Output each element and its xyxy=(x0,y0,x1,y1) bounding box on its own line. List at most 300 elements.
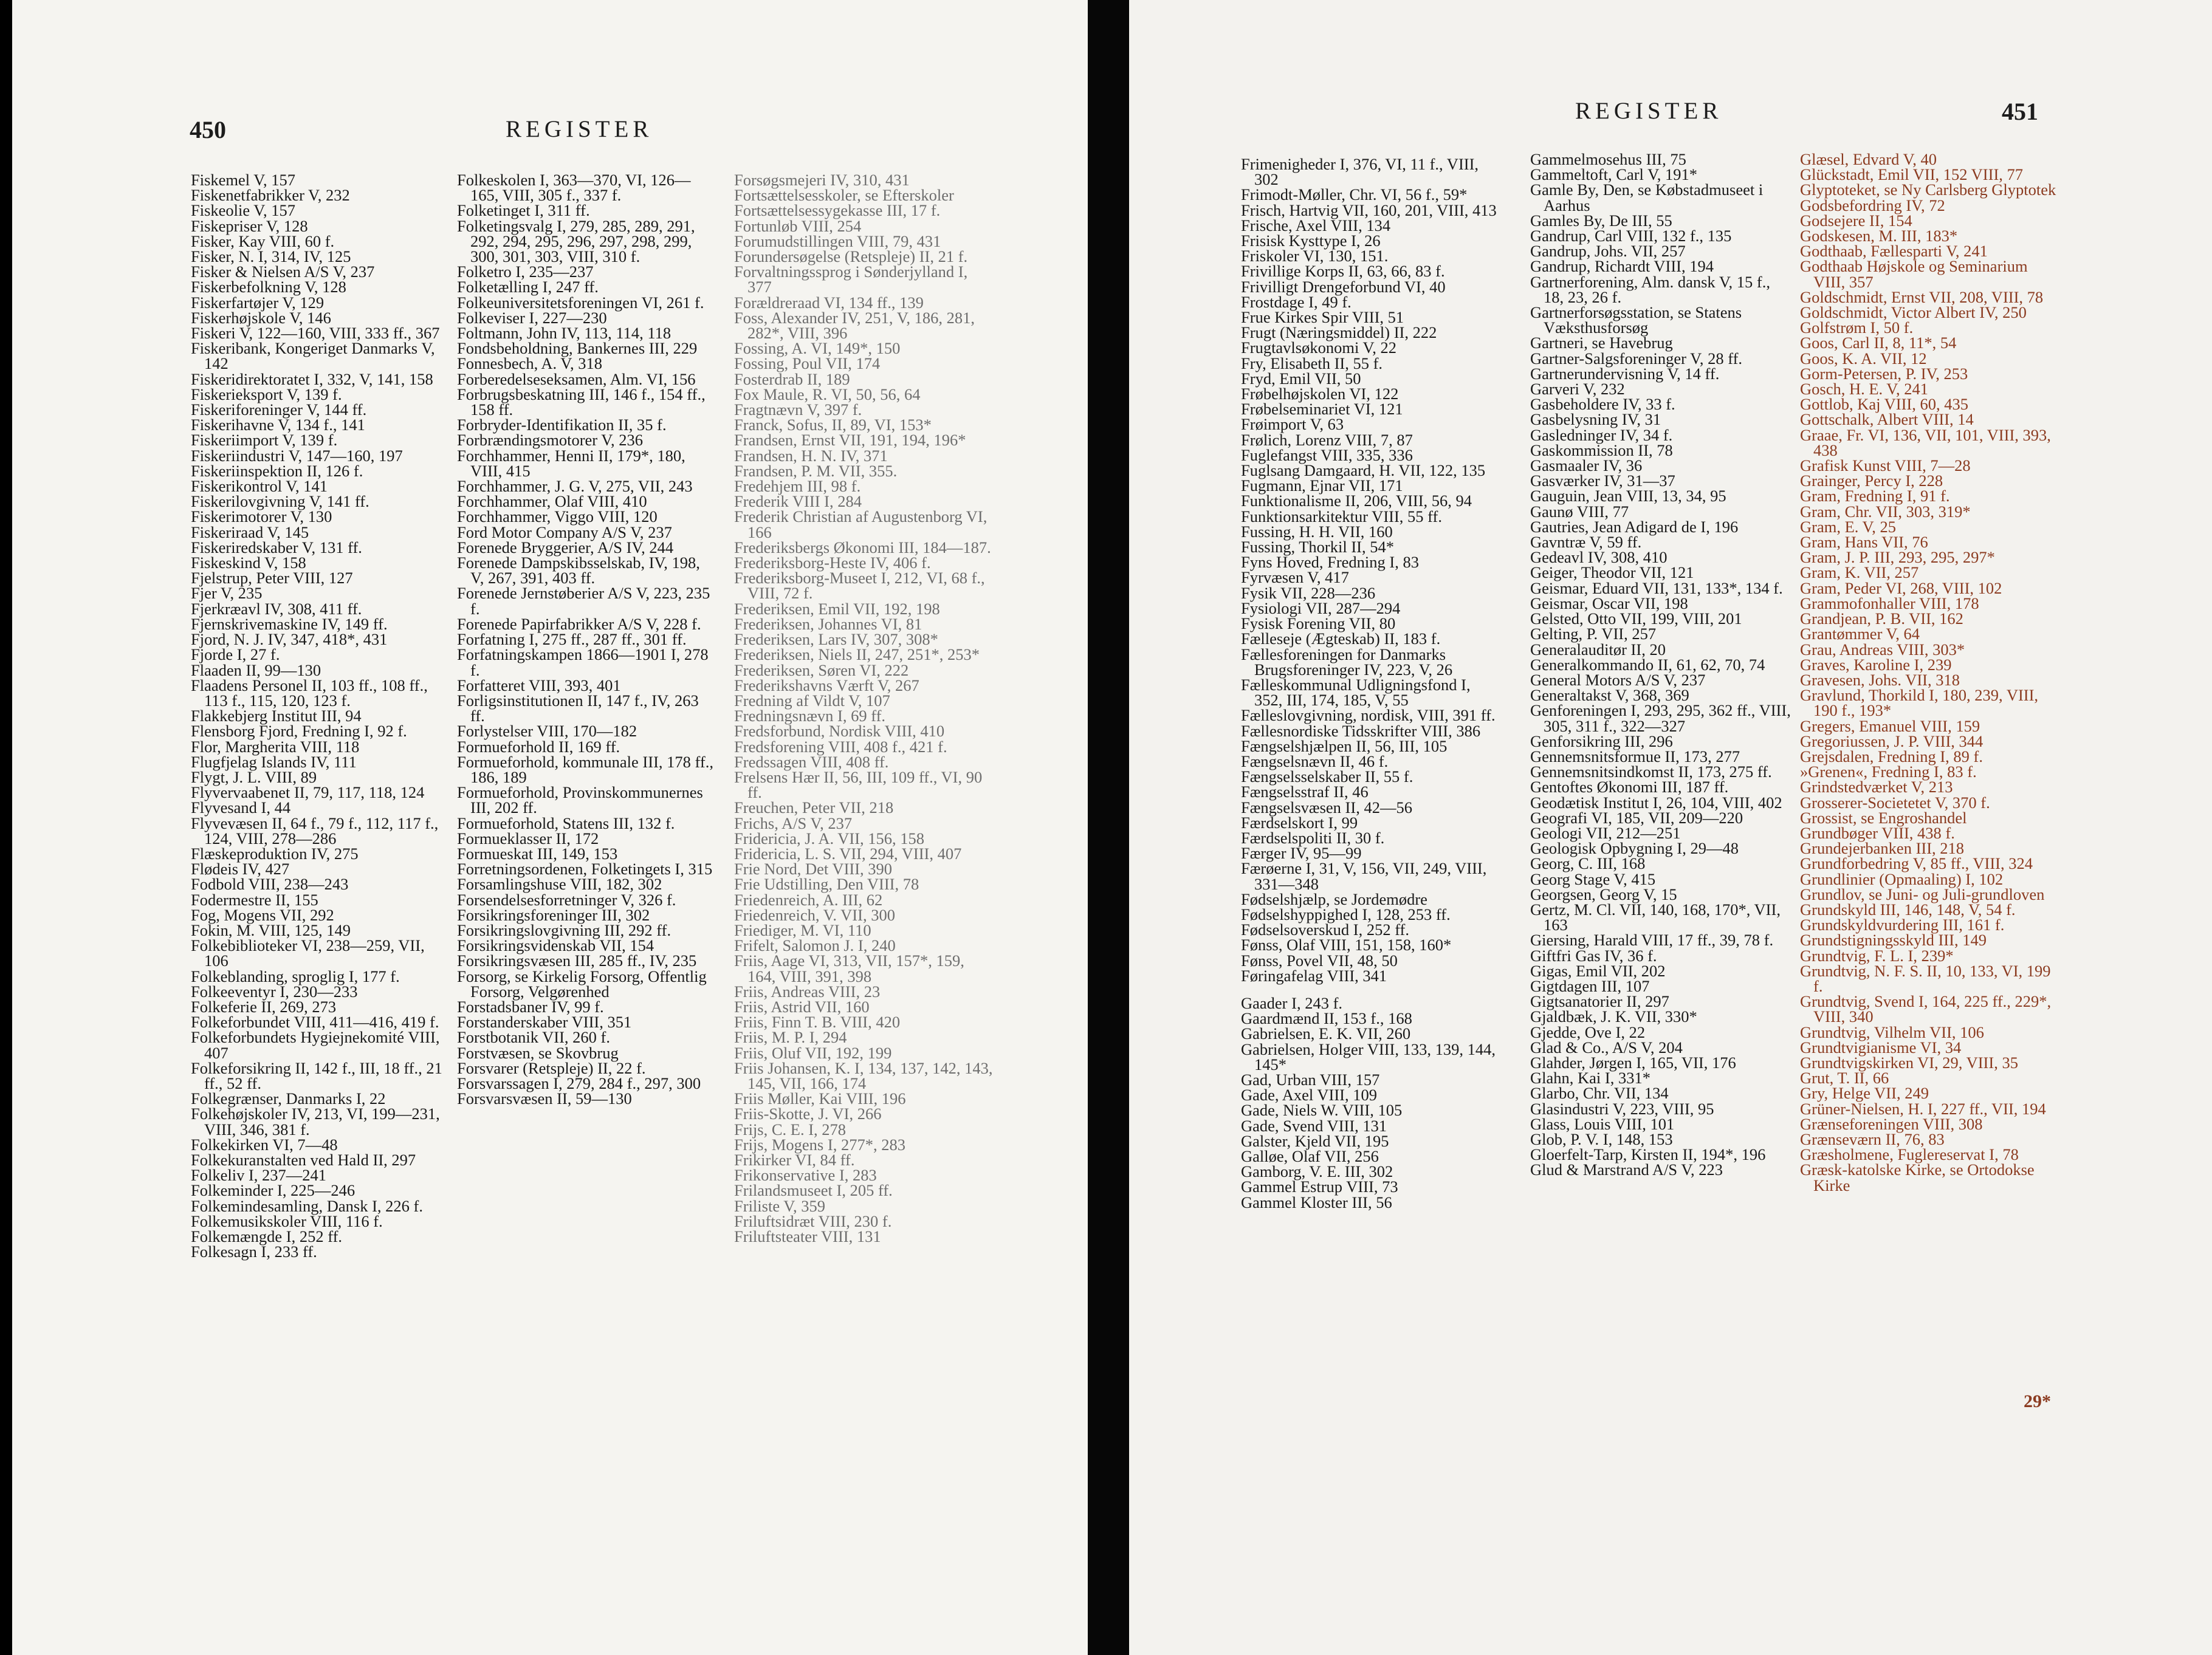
index-entry: Folketro I, 235—237 xyxy=(457,262,594,281)
index-entry: Godskesen, M. III, 183* xyxy=(1800,227,1958,245)
index-entry: Friliste V, 359 xyxy=(734,1196,825,1215)
index-entry: Flugfjelag Islands IV, 111 xyxy=(191,752,357,771)
index-entry: Grammofonhaller VIII, 178 xyxy=(1800,594,1979,612)
index-entry: Geografi VI, 185, VII, 209—220 xyxy=(1530,808,1743,827)
index-entry: Forbrændingsmotorer V, 236 xyxy=(457,431,643,450)
index-entry: Gauguin, Jean VIII, 13, 34, 95 xyxy=(1530,487,1726,505)
index-entry: Gartnerforening, Alm. dansk V, 15 f., 18, 23, 26 f. xyxy=(1530,272,1770,306)
index-entry: Folkeblanding, sproglig I, 177 f. xyxy=(191,967,400,985)
left-page xyxy=(12,0,1088,1655)
index-entry: Gram, K. VII, 257 xyxy=(1800,563,1919,582)
index-entry: Glyptoteket, se Ny Carlsberg Glyptotek xyxy=(1800,180,2056,199)
index-entry: Flyvesand I, 44 xyxy=(191,798,291,817)
index-entry: Glad & Co., A/S V, 204 xyxy=(1530,1038,1683,1057)
index-entry: Folkehøjskoler IV, 213, VI, 199—231, VIII, 346, 381 f. xyxy=(191,1105,440,1139)
index-entry: Føringafelag VIII, 341 xyxy=(1241,966,1387,985)
running-head: REGISTER xyxy=(506,116,653,142)
index-entry: Gosch, H. E. V, 241 xyxy=(1800,380,1929,399)
index-entry: Folkemindesamling, Dansk I, 226 f. xyxy=(191,1196,423,1215)
index-entry: Fjerkræavl IV, 308, 411 ff. xyxy=(191,599,362,618)
index-entry: Flaadens Personel II, 103 ff., 108 ff., 113 f., 115, 120, 123 f. xyxy=(191,676,428,710)
index-entry: Gartnerforsøgsstation, se Statens Væksthusforsøg xyxy=(1530,303,1742,337)
index-entry: Geodætisk Institut I, 26, 104, VIII, 402 xyxy=(1530,793,1782,812)
index-entry: Gade, Axel VIII, 109 xyxy=(1241,1086,1377,1105)
index-entry: Fællesforeningen for Danmarks Brugsforeninger IV, 223, V, 26 xyxy=(1241,645,1453,679)
index-entry: Gasbeholdere IV, 33 f. xyxy=(1530,395,1675,414)
index-entry: Goldschmidt, Ernst VII, 208, VIII, 78 xyxy=(1800,287,2044,306)
index-entry: Frijs, Mogens I, 277*, 283 xyxy=(734,1135,905,1154)
index-entry: Geologisk Opbygning I, 29—48 xyxy=(1530,839,1739,858)
index-entry: Forsvarsvæsen II, 59—130 xyxy=(457,1089,632,1108)
index-entry: Gram, Fredning I, 91 f. xyxy=(1800,487,1950,505)
index-entry: Georg Stage V, 415 xyxy=(1530,869,1656,888)
index-entry: Fossing, Poul VII, 174 xyxy=(734,354,881,373)
index-entry: Gravlund, Thorkild I, 180, 239, VIII, 190 f., 193* xyxy=(1800,686,2039,720)
index-entry: Forchhammer, J. G. V, 275, VII, 243 xyxy=(457,477,693,496)
index-entry: Friis, Finn T. B. VIII, 420 xyxy=(734,1013,901,1032)
index-entry: Generalkommando II, 61, 62, 70, 74 xyxy=(1530,655,1765,674)
index-entry: Forsikringslovgivning III, 292 ff. xyxy=(457,920,672,939)
index-entry: Fiskerieksport V, 139 f. xyxy=(191,385,342,403)
index-entry: Forenede Bryggerier, A/S IV, 244 xyxy=(457,538,674,557)
index-entry: Flor, Margherita VIII, 118 xyxy=(191,737,360,756)
index-entry: Grundforbedring V, 85 ff., VIII, 324 xyxy=(1800,854,2033,873)
index-entry: Gartnerundervisning V, 14 ff. xyxy=(1530,364,1720,383)
index-entry: Forberedelseseksamen, Alm. VI, 156 xyxy=(457,369,696,388)
index-entry: Fridericia, L. S. VII, 294, VIII, 407 xyxy=(734,844,962,863)
index-entry: Gabrielsen, E. K. VII, 260 xyxy=(1241,1024,1411,1043)
index-entry: Forsikringsforeninger III, 302 xyxy=(457,905,650,924)
index-entry: Frijs, C. E. I, 278 xyxy=(734,1120,847,1139)
index-entry: Friis, Andreas VIII, 23 xyxy=(734,982,881,1001)
index-entry: Geologi VII, 212—251 xyxy=(1530,823,1681,842)
index-entry: Forenede Jernstøberier A/S V, 223, 235 f. xyxy=(457,584,710,618)
index-entry: Forsorg, se Kirkelig Forsorg, Offentlig Forsorg, Velgørenhed xyxy=(457,967,707,1001)
index-entry: Gammeltoft, Carl V, 191* xyxy=(1530,165,1698,184)
index-entry: Fortsættelsesskoler, se Efterskoler xyxy=(734,186,954,205)
index-entry: Grundtvigskirken VI, 29, VIII, 35 xyxy=(1800,1053,2018,1072)
index-entry: Glass, Louis VIII, 101 xyxy=(1530,1114,1675,1133)
index-entry: Franck, Sofus, II, 89, VI, 153* xyxy=(734,416,932,434)
index-entry: Godsbefordring IV, 72 xyxy=(1800,196,1945,214)
index-entry: Forsvarer (Retspleje) II, 22 f. xyxy=(457,1058,646,1077)
index-entry: Graves, Karoline I, 239 xyxy=(1800,655,1952,674)
index-entry: Gigtdagen III, 107 xyxy=(1530,976,1650,995)
index-entry: Frimodt-Møller, Chr. VI, 56 f., 59* xyxy=(1241,185,1468,204)
index-entry: Gregers, Emanuel VIII, 159 xyxy=(1800,716,1980,735)
index-entry: Folkeliv I, 237—241 xyxy=(191,1166,327,1185)
index-entry: Fødselsoverskud I, 252 ff. xyxy=(1241,920,1410,939)
index-entry: Gammel Kloster III, 56 xyxy=(1241,1193,1392,1211)
index-entry: Friis, Oluf VII, 192, 199 xyxy=(734,1043,892,1062)
index-entry: Folkeuniversitetsforeningen VI, 261 f. xyxy=(457,293,704,312)
index-entry: Fog, Mogens VII, 292 xyxy=(191,905,334,924)
index-entry: Forchhammer, Viggo VIII, 120 xyxy=(457,507,658,526)
index-entry: Fiskeriindustri V, 147—160, 197 xyxy=(191,446,403,465)
index-entry: Fælleslovgivning, nordisk, VIII, 391 ff. xyxy=(1241,706,1496,725)
index-entry: Gjaldbæk, J. K. VII, 330* xyxy=(1530,1007,1697,1026)
index-entry: Flæskeproduktion IV, 275 xyxy=(191,844,359,863)
index-entry: Gade, Svend VIII, 131 xyxy=(1241,1116,1387,1135)
index-entry: Friedenreich, A. III, 62 xyxy=(734,890,883,909)
index-entry: Frøimport V, 63 xyxy=(1241,415,1344,434)
index-entry: Grundstigningsskyld III, 149 xyxy=(1800,931,1987,950)
index-entry: Flakkebjerg Institut III, 94 xyxy=(191,707,362,725)
index-entry: Forældreraad VI, 134 ff., 139 xyxy=(734,293,924,312)
index-entry: Grænseforeningen VIII, 308 xyxy=(1800,1114,1983,1133)
index-entry: Folkemængde I, 252 ff. xyxy=(191,1227,343,1246)
index-entry: Generalauditør II, 20 xyxy=(1530,640,1666,659)
index-entry: Forfatteret VIII, 393, 401 xyxy=(457,676,621,694)
index-entry: Glückstadt, Emil VII, 152 VIII, 77 xyxy=(1800,165,2024,184)
index-entry: Folkeviser I, 227—230 xyxy=(457,308,607,327)
index-entry: Fængselsvæsen II, 42—56 xyxy=(1241,798,1412,817)
index-entry: Gasledninger IV, 34 f. xyxy=(1530,425,1673,444)
index-entry: Frilandsmuseet I, 205 ff. xyxy=(734,1181,893,1200)
index-entry: Gram, Chr. VII, 303, 319* xyxy=(1800,502,1971,521)
index-entry: Folkegrænser, Danmarks I, 22 xyxy=(191,1089,386,1108)
index-entry: Fiskeriinspektion II, 126 f. xyxy=(191,461,363,480)
index-entry: Fussing, Thorkil II, 54* xyxy=(1241,538,1395,557)
index-entry: Generaltakst V, 368, 369 xyxy=(1530,686,1689,705)
index-entry: Fiskeriforeninger V, 144 ff. xyxy=(191,400,367,419)
index-entry: Grejsdalen, Fredning I, 89 f. xyxy=(1800,747,1983,766)
index-entry: Fiskeolie V, 157 xyxy=(191,201,296,220)
index-entry: Friis, M. P. I, 294 xyxy=(734,1028,847,1047)
index-entry: Folkeskolen I, 363—370, VI, 126—165, VIII, 305 f., 337 f. xyxy=(457,171,691,205)
index-entry: Friskoler VI, 130, 151. xyxy=(1241,247,1389,266)
index-entry: Formueforhold II, 169 ff. xyxy=(457,737,620,756)
page-number: 451 xyxy=(2002,98,2038,125)
index-entry: Forchhammer, Henni II, 179*, 180, VIII, 415 xyxy=(457,446,685,480)
index-entry: Gammelmosehus III, 75 xyxy=(1530,150,1686,168)
index-entry: Græsk-katolske Kirke, se Ortodokse Kirke xyxy=(1800,1160,2035,1194)
index-entry: Gautries, Jean Adigard de I, 196 xyxy=(1530,517,1739,536)
index-entry: Friis, Aage VI, 313, VII, 157*, 159, 164, VIII, 391, 398 xyxy=(734,951,964,985)
index-entry: Forvaltningssprog i Sønderjylland I, 377 xyxy=(734,262,968,296)
index-entry: Grundlinier (Opmaaling) I, 102 xyxy=(1800,869,2004,888)
index-entry: Frifelt, Salomon J. I, 240 xyxy=(734,936,896,955)
index-entry: Grosserer-Societetet V, 370 f. xyxy=(1800,793,1990,812)
index-entry: Grundlov, se Juni- og Juli-grundloven xyxy=(1800,885,2045,903)
index-entry: Giersing, Harald VIII, 17 ff., 39, 78 f. xyxy=(1530,931,1774,950)
index-entry: Gottlob, Kaj VIII, 60, 435 xyxy=(1800,395,1968,414)
index-entry: Frøbelhøjskolen VI, 122 xyxy=(1241,385,1399,403)
index-entry: Fodbold VIII, 238—243 xyxy=(191,875,349,894)
index-column-2 xyxy=(457,173,713,1106)
index-entry: Frandsen, H. N. IV, 371 xyxy=(734,446,888,465)
index-entry: Formueklasser II, 172 xyxy=(457,829,599,848)
index-entry: Glasindustri V, 223, VIII, 95 xyxy=(1530,1099,1714,1118)
book-gutter xyxy=(1088,0,1129,1655)
index-entry: Genforeningen I, 293, 295, 362 ff., VIII, 305, 311 f., 322—327 xyxy=(1530,701,1791,735)
index-entry: Frie Nord, Det VIII, 390 xyxy=(734,860,893,879)
index-entry: Foltmann, John IV, 113, 114, 118 xyxy=(457,324,672,343)
index-entry: Frederiksen, Søren VI, 222 xyxy=(734,660,909,679)
index-entry: Fjelstrup, Peter VIII, 127 xyxy=(191,569,353,588)
index-entry: Giftfri Gas IV, 36 f. xyxy=(1530,946,1657,965)
index-entry: Gasmaaler IV, 36 xyxy=(1530,456,1643,475)
index-entry: Frichs, A/S V, 237 xyxy=(734,814,853,832)
index-entry: Flaaden II, 99—130 xyxy=(191,660,321,679)
index-entry: Frederiksen, Lars IV, 307, 308* xyxy=(734,630,938,649)
index-entry: Grundtvig, F. L. I, 239* xyxy=(1800,946,1954,965)
index-entry: Fortunløb VIII, 254 xyxy=(734,216,862,235)
index-entry: Forfatning I, 275 ff., 287 ff., 301 ff. xyxy=(457,630,687,649)
index-entry: Fiskerfartøjer V, 129 xyxy=(191,293,325,312)
index-entry: Frivilligt Drengeforbund VI, 40 xyxy=(1241,277,1446,296)
index-entry: Fiskeriraad V, 145 xyxy=(191,523,309,541)
index-entry: Frederiksen, Johannes VI, 81 xyxy=(734,614,922,633)
index-entry: Flødeis IV, 427 xyxy=(191,860,290,879)
index-entry: Forsøgsmejeri IV, 310, 431 xyxy=(734,171,910,189)
index-entry: Gaardmænd II, 153 f., 168 xyxy=(1241,1009,1412,1028)
index-entry: Færdselskort I, 99 xyxy=(1241,813,1358,832)
index-entry: Fiskeribank, Kongeriget Danmarks V, 142 xyxy=(191,339,435,373)
index-entry: Formueforhold, Statens III, 132 f. xyxy=(457,814,675,832)
index-entry: Grundskyld III, 146, 148, V, 54 f. xyxy=(1800,900,2016,919)
index-entry: Friediger, M. VI, 110 xyxy=(734,920,871,939)
index-entry: Galster, Kjeld VII, 195 xyxy=(1241,1131,1389,1150)
index-entry: Gartner-Salgsforeninger V, 28 ff. xyxy=(1530,349,1743,368)
index-entry: Forstanderskaber VIII, 351 xyxy=(457,1013,632,1032)
index-entry: Frederik VIII I, 284 xyxy=(734,492,862,511)
index-entry: Grundskyldvurdering III, 161 f. xyxy=(1800,916,2005,934)
index-entry: Frelsens Hær II, 56, III, 109 ff., VI, 90 ff. xyxy=(734,767,983,802)
index-entry: Gandrup, Carl VIII, 132 f., 135 xyxy=(1530,227,1732,245)
index-entry: Gandrup, Johs. VII, 257 xyxy=(1530,242,1686,261)
index-entry: Fønss, Olaf VIII, 151, 158, 160* xyxy=(1241,936,1452,954)
index-entry: Gandrup, Richardt VIII, 194 xyxy=(1530,257,1714,276)
index-column-1 xyxy=(191,173,446,1259)
index-entry: Fuglsang Damgaard, H. VII, 122, 135 xyxy=(1241,461,1486,480)
index-entry: Forsamlingshuse VIII, 182, 302 xyxy=(457,875,662,894)
index-entry: Frivillige Korps II, 63, 66, 83 f. xyxy=(1241,262,1445,281)
index-entry: Fredning af Vildt V, 107 xyxy=(734,691,890,710)
index-entry: Fysiologi VII, 287—294 xyxy=(1241,598,1401,617)
index-entry: Fysik VII, 228—236 xyxy=(1241,583,1376,602)
index-entry: Gabrielsen, Holger VIII, 133, 139, 144, 145* xyxy=(1241,1040,1496,1074)
index-entry: Færøerne I, 31, V, 156, VII, 249, VIII, 331—348 xyxy=(1241,859,1487,893)
index-entry: Fredssagen VIII, 408 ff. xyxy=(734,752,889,771)
index-entry: Fokin, M. VIII, 125, 149 xyxy=(191,920,351,939)
index-entry: Fredehjem III, 98 f. xyxy=(734,477,861,496)
index-entry: Frostdage I, 49 f. xyxy=(1241,292,1352,311)
index-entry: Golfstrøm I, 50 f. xyxy=(1800,318,1914,337)
index-entry: Georg, C. III, 168 xyxy=(1530,854,1646,873)
index-entry: Frugtavlsøkonomi V, 22 xyxy=(1241,338,1396,357)
index-entry: Grundejerbanken III, 218 xyxy=(1800,839,1965,858)
index-entry: Forstvæsen, se Skovbrug xyxy=(457,1043,619,1062)
index-entry: Forenede Papirfabrikker A/S V, 228 f. xyxy=(457,614,701,633)
index-entry: Frikirker VI, 84 ff. xyxy=(734,1151,855,1169)
index-entry: Folkekirken VI, 7—48 xyxy=(191,1135,338,1154)
index-entry: Gaskommission II, 78 xyxy=(1530,440,1673,459)
index-entry: Græsholmene, Fuglereservat I, 78 xyxy=(1800,1145,2019,1164)
index-entry: Gammel Estrup VIII, 73 xyxy=(1241,1177,1398,1196)
index-entry: Fortsættelsessygekasse III, 17 f. xyxy=(734,201,941,220)
index-entry: Folkemusikskoler VIII, 116 f. xyxy=(191,1211,383,1230)
index-entry: Grundtvig, Svend I, 164, 225 ff., 229*, VIII, 340 xyxy=(1800,992,2052,1026)
index-entry: Gry, Helge VII, 249 xyxy=(1800,1084,1929,1103)
index-entry: Fossing, A. VI, 149*, 150 xyxy=(734,339,901,358)
index-entry: Grau, Andreas VIII, 303* xyxy=(1800,640,1965,659)
index-entry: Folkeminder I, 225—246 xyxy=(191,1181,355,1200)
index-entry: Galløe, Olaf VII, 256 xyxy=(1241,1147,1379,1165)
index-entry: Fuglefangst VIII, 335, 336 xyxy=(1241,445,1413,464)
index-entry: Fiskerimotorer V, 130 xyxy=(191,507,332,526)
index-entry: Geiger, Theodor VII, 121 xyxy=(1530,563,1694,582)
index-entry: Gade, Niels W. VIII, 105 xyxy=(1241,1101,1403,1120)
index-entry: Gavntræ V, 59 ff. xyxy=(1530,533,1642,552)
index-entry: Goldschmidt, Victor Albert IV, 250 xyxy=(1800,303,2027,322)
index-entry: Gelting, P. VII, 257 xyxy=(1530,625,1657,643)
index-entry: Forsendelsesforretninger V, 326 f. xyxy=(457,890,676,909)
index-entry: Grossist, se Engroshandel xyxy=(1800,808,1967,827)
index-entry: Færdselspoliti II, 30 f. xyxy=(1241,828,1385,847)
index-entry: Folketingsvalg I, 279, 285, 289, 291, 292, 294, 295, 296, 297, 298, 299, 300, 301, 303, VIII, 310 f. xyxy=(457,216,695,266)
index-entry: Forumudstillingen VIII, 79, 431 xyxy=(734,231,941,250)
index-entry: Fryd, Emil VII, 50 xyxy=(1241,369,1361,388)
index-entry: Gamles By, De III, 55 xyxy=(1530,211,1672,230)
index-entry: Gram, E. V, 25 xyxy=(1800,517,1897,536)
index-entry: Friedenreich, V. VII, 300 xyxy=(734,905,895,924)
index-entry: Gasbelysning IV, 31 xyxy=(1530,410,1661,429)
index-entry: Fiskenetfabrikker V, 232 xyxy=(191,186,350,205)
index-entry: Gram, J. P. III, 293, 295, 297* xyxy=(1800,548,1995,567)
index-entry: Grundtvig, N. F. S. II, 10, 133, VI, 199 f. xyxy=(1800,961,2051,995)
index-entry: Gedeavl IV, 308, 410 xyxy=(1530,548,1668,567)
index-entry: Fussing, H. H. VII, 160 xyxy=(1241,522,1393,541)
index-entry: Forlystelser VIII, 170—182 xyxy=(457,722,637,741)
index-entry: Geismar, Eduard VII, 131, 133*, 134 f. xyxy=(1530,578,1783,597)
index-entry: Fiskerihavne V, 134 f., 141 xyxy=(191,416,365,434)
index-entry: Fængselsselskaber II, 55 f. xyxy=(1241,767,1413,786)
index-entry: Forsvarssagen I, 279, 284 f., 297, 300 xyxy=(457,1074,701,1092)
index-entry: Gaunø VIII, 77 xyxy=(1530,502,1629,521)
index-entry: Frederik Christian af Augustenborg VI, 166 xyxy=(734,507,987,541)
index-entry: Freuchen, Peter VII, 218 xyxy=(734,798,894,817)
index-entry: Godthaab Højskole og Seminarium VIII, 357 xyxy=(1800,257,2028,291)
index-entry: Funktionalisme II, 206, VIII, 56, 94 xyxy=(1241,492,1472,510)
index-entry: Glarbo, Chr. VII, 134 xyxy=(1530,1084,1669,1103)
index-entry: Fængselshjælpen II, 56, III, 105 xyxy=(1241,736,1448,755)
index-entry: Georgsen, Georg V, 15 xyxy=(1530,885,1677,903)
index-entry: Fragtnævn V, 397 f. xyxy=(734,400,862,419)
index-entry: Gregoriussen, J. P. VIII, 344 xyxy=(1800,732,1984,750)
index-entry: Folkeforsikring II, 142 f., III, 18 ff., 21 ff., 52 ff. xyxy=(191,1058,442,1092)
index-entry: Friluftsteater VIII, 131 xyxy=(734,1227,881,1246)
index-entry: Forchhammer, Olaf VIII, 410 xyxy=(457,492,647,511)
index-entry: Forfatningskampen 1866—1901 I, 278 f. xyxy=(457,645,709,679)
index-entry: Frue Kirkes Spir VIII, 51 xyxy=(1241,308,1404,327)
running-head: REGISTER xyxy=(1575,98,1723,124)
index-entry: Grænseværn II, 76, 83 xyxy=(1800,1130,1945,1148)
index-entry: Forundersøgelse (Retspleje) II, 21 f. xyxy=(734,247,968,266)
index-entry: Gad, Urban VIII, 157 xyxy=(1241,1070,1380,1089)
index-entry: Formueforhold, Provinskommunernes III, 202 ff. xyxy=(457,783,703,817)
index-entry: Gjedde, Ove I, 22 xyxy=(1530,1023,1646,1041)
index-entry: Fiskeri V, 122—160, VIII, 333 ff., 367 xyxy=(191,324,440,343)
index-entry: Fisker & Nielsen A/S V, 237 xyxy=(191,262,375,281)
index-entry: Fiskerbefolkning V, 128 xyxy=(191,278,346,296)
index-entry: Folkekuranstalten ved Hald II, 297 xyxy=(191,1151,416,1169)
index-entry: Gasværker IV, 31—37 xyxy=(1530,471,1675,490)
index-entry: Fisker, Kay VIII, 60 f. xyxy=(191,231,335,250)
index-entry: Gram, Peder VI, 268, VIII, 102 xyxy=(1800,578,2002,597)
index-column-1 xyxy=(1241,157,1502,1210)
index-entry: Glæsel, Edvard V, 40 xyxy=(1800,150,1937,168)
index-entry: Frederiksborg-Heste IV, 406 f. xyxy=(734,553,931,572)
index-entry: Folketælling I, 247 ff. xyxy=(457,278,599,296)
index-entry: Grainger, Percy I, 228 xyxy=(1800,471,1943,490)
index-entry: Godsejere II, 154 xyxy=(1800,211,1912,230)
index-entry: Grantømmer V, 64 xyxy=(1800,625,1920,643)
index-entry: Flyvevæsen II, 64 f., 79 f., 112, 117 f., 124, VIII, 278—286 xyxy=(191,814,439,848)
index-entry: Gloerfelt-Tarp, Kirsten II, 194*, 196 xyxy=(1530,1145,1766,1164)
index-entry: Flyvervaabenet II, 79, 117, 118, 124 xyxy=(191,783,425,802)
index-entry: Gennemsnitsindkomst II, 173, 275 ff. xyxy=(1530,762,1772,781)
index-column-2 xyxy=(1530,152,1791,1178)
index-entry: Fridericia, J. A. VII, 156, 158 xyxy=(734,829,925,848)
index-entry: Grundtvig, Vilhelm VII, 106 xyxy=(1800,1023,1984,1041)
index-entry: Frederikshavns Værft V, 267 xyxy=(734,676,919,694)
index-entry: Gaader I, 243 f. xyxy=(1241,993,1343,1012)
index-entry: Folkeforbundet VIII, 411—416, 419 f. xyxy=(191,1013,439,1032)
index-entry: Gravesen, Johs. VII, 318 xyxy=(1800,670,1960,689)
index-entry: Frisch, Hartvig VII, 160, 201, VIII, 413 xyxy=(1241,200,1497,219)
index-entry: Forsikringsvæsen III, 285 ff., IV, 235 xyxy=(457,951,697,970)
index-entry: Fyns Hoved, Fredning I, 83 xyxy=(1241,553,1419,572)
index-entry: Fyrvæsen V, 417 xyxy=(1241,568,1349,587)
index-entry: Frederiksen, Niels II, 247, 251*, 253* xyxy=(734,645,980,664)
index-entry: Gorm-Petersen, P. IV, 253 xyxy=(1800,364,1968,383)
index-entry: Gertz, M. Cl. VII, 140, 168, 170*, VII, 163 xyxy=(1530,900,1781,934)
index-entry: Glob, P. V. I, 148, 153 xyxy=(1530,1130,1673,1148)
index-column-3 xyxy=(1800,152,2061,1193)
index-entry: Fiskeriredskaber V, 131 ff. xyxy=(191,538,362,557)
index-entry: Gentoftes Økonomi III, 187 ff. xyxy=(1530,778,1729,797)
index-entry: Godthaab, Fællesparti V, 241 xyxy=(1800,242,1988,261)
index-entry: Fælleseje (Ægteskab) II, 183 f. xyxy=(1241,629,1441,648)
index-entry: Gigas, Emil VII, 202 xyxy=(1530,961,1666,980)
index-entry: Frederiksbergs Økonomi III, 184—187. xyxy=(734,538,991,557)
index-entry: Forretningsordenen, Folketingets I, 315 xyxy=(457,860,713,879)
index-entry: Folkeforbundets Hygiejnekomité VIII, 407 xyxy=(191,1028,440,1062)
index-entry: Glahn, Kai I, 331* xyxy=(1530,1069,1650,1088)
index-entry: Fælleskommunal Udligningsfond I, 352, III, 174, 185, V, 55 xyxy=(1241,675,1471,710)
index-entry: Fødselshyppighed I, 128, 253 ff. xyxy=(1241,905,1451,923)
index-entry: Grut, T. II, 66 xyxy=(1800,1069,1889,1088)
index-entry: Frikonservative I, 283 xyxy=(734,1166,877,1185)
index-entry: Fosterdrab II, 189 xyxy=(734,369,850,388)
index-entry: Fredningsnævn I, 69 ff. xyxy=(734,707,886,725)
index-entry: Foss, Alexander IV, 251, V, 186, 281, 282*, VIII, 396 xyxy=(734,308,975,343)
index-entry: Folkeferie II, 269, 273 xyxy=(191,997,337,1016)
index-entry: Fox Maule, R. VI, 50, 56, 64 xyxy=(734,385,921,403)
index-entry: Friluftsidræt VIII, 230 f. xyxy=(734,1211,892,1230)
index-entry: Grüner-Nielsen, H. I, 227 ff., VII, 194 xyxy=(1800,1099,2046,1118)
signature-mark: 29* xyxy=(2024,1391,2051,1411)
index-entry: Forbrugsbeskatning III, 146 f., 154 ff., 158 ff. xyxy=(457,385,706,419)
index-entry: Ford Motor Company A/S V, 237 xyxy=(457,523,672,541)
index-entry: Garveri V, 232 xyxy=(1530,380,1625,399)
index-entry: Frie Udstilling, Den VIII, 78 xyxy=(734,875,919,894)
index-entry: Fredsforbund, Nordisk VIII, 410 xyxy=(734,722,945,741)
index-entry: Fiskerikontrol V, 141 xyxy=(191,477,328,496)
index-entry: Fiskeskind V, 158 xyxy=(191,553,306,572)
index-entry: Frimenigheder I, 376, VI, 11 f., VIII, 302 xyxy=(1241,155,1479,189)
